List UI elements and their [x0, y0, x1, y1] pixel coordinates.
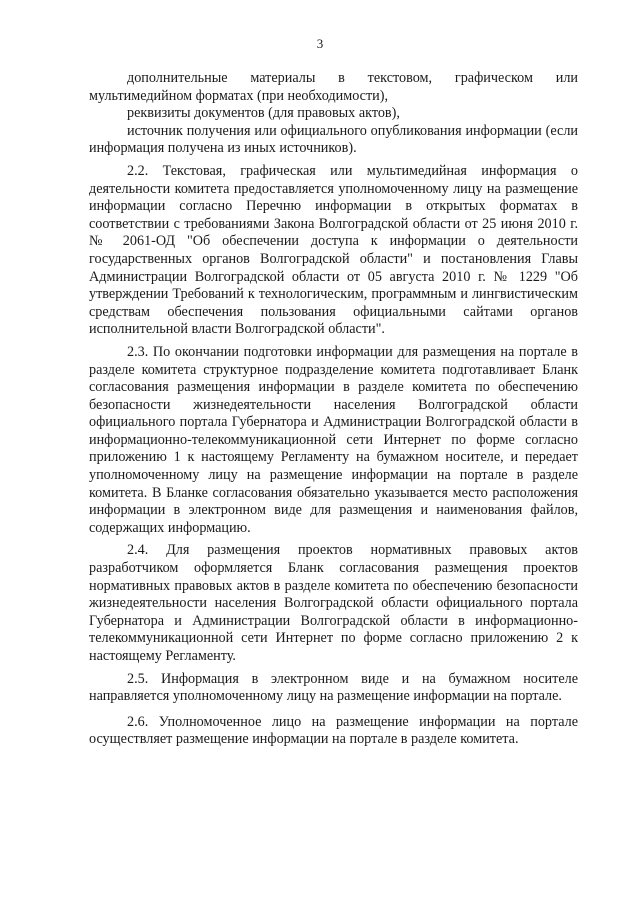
paragraph-2-2: 2.2. Текстовая, графическая или мультимедийная информация о деятельности комитета предоставляется уполномоченному лицу на размещение информации согласно Перечню информации в открытых форматах в соответствии с требованиями Закона Волгоградской области от 25 июня 2010 г. № 2061-ОД "Об обеспечении доступа к информации о деятельности государственных органов Волгоградской области" и постановления Главы Администрации Волгоградской области от 05 августа 2010 г. № 1229 "Об утверждении Требований к технологическим, программным и лингвистическим средствам обеспечения пользования официальными сайтами органов исполнительной власти Волгоградской области".: [89, 162, 578, 338]
paragraph-2-3: 2.3. По окончании подготовки информации для размещения на портале в разделе комитета структурное подразделение комитета подготавливает Бланк согласования размещения информации в разделе комитета по обеспечению безопасности жизнедеятельности населения Волгоградской области официального портала Губернатора и Администрации Волгоградской области в информационно-телекоммуникационной сети Интернет по форме согласно приложению 1 к настоящему Регламенту на бумажном носителе, и передает уполномоченному лицу на размещение информации на портале в разделе комитета. В Бланке согласования обязательно указывается место расположения информации в электронном виде для размещения и наименования файлов, содержащих информацию.: [89, 343, 578, 536]
document-body: [89, 70, 578, 749]
paragraph-2-6: 2.6. Уполномоченное лицо на размещение информации на портале осуществляет размещение информации на портале в разделе комитета.: [89, 713, 578, 748]
paragraph-document-details: реквизиты документов (для правовых актов),: [127, 105, 400, 122]
paragraph-2-5: 2.5. Информация в электронном виде и на бумажном носителе направляется уполномоченному лицу на размещение информации на портале.: [89, 670, 578, 705]
page-number: 3: [316, 36, 324, 51]
paragraph-information-source: источник получения или официального опубликования информации (если информация получена из иных источников).: [89, 122, 578, 157]
paragraph-2-4: 2.4. Для размещения проектов нормативных правовых актов разработчиком оформляется Бланк согласования размещения проектов нормативных правовых актов в разделе комитета по обеспечению безопасности жизнедеятельности населения Волгоградской области официального портала Губернатора и Администрации Волгоградской области в информационно-телекоммуникационной сети Интернет по форме согласно приложению 2 к настоящему Регламенту.: [89, 542, 578, 664]
paragraph-additional-materials: дополнительные материалы в текстовом, графическом или мультимедийном форматах (при необходимости),: [89, 70, 578, 104]
